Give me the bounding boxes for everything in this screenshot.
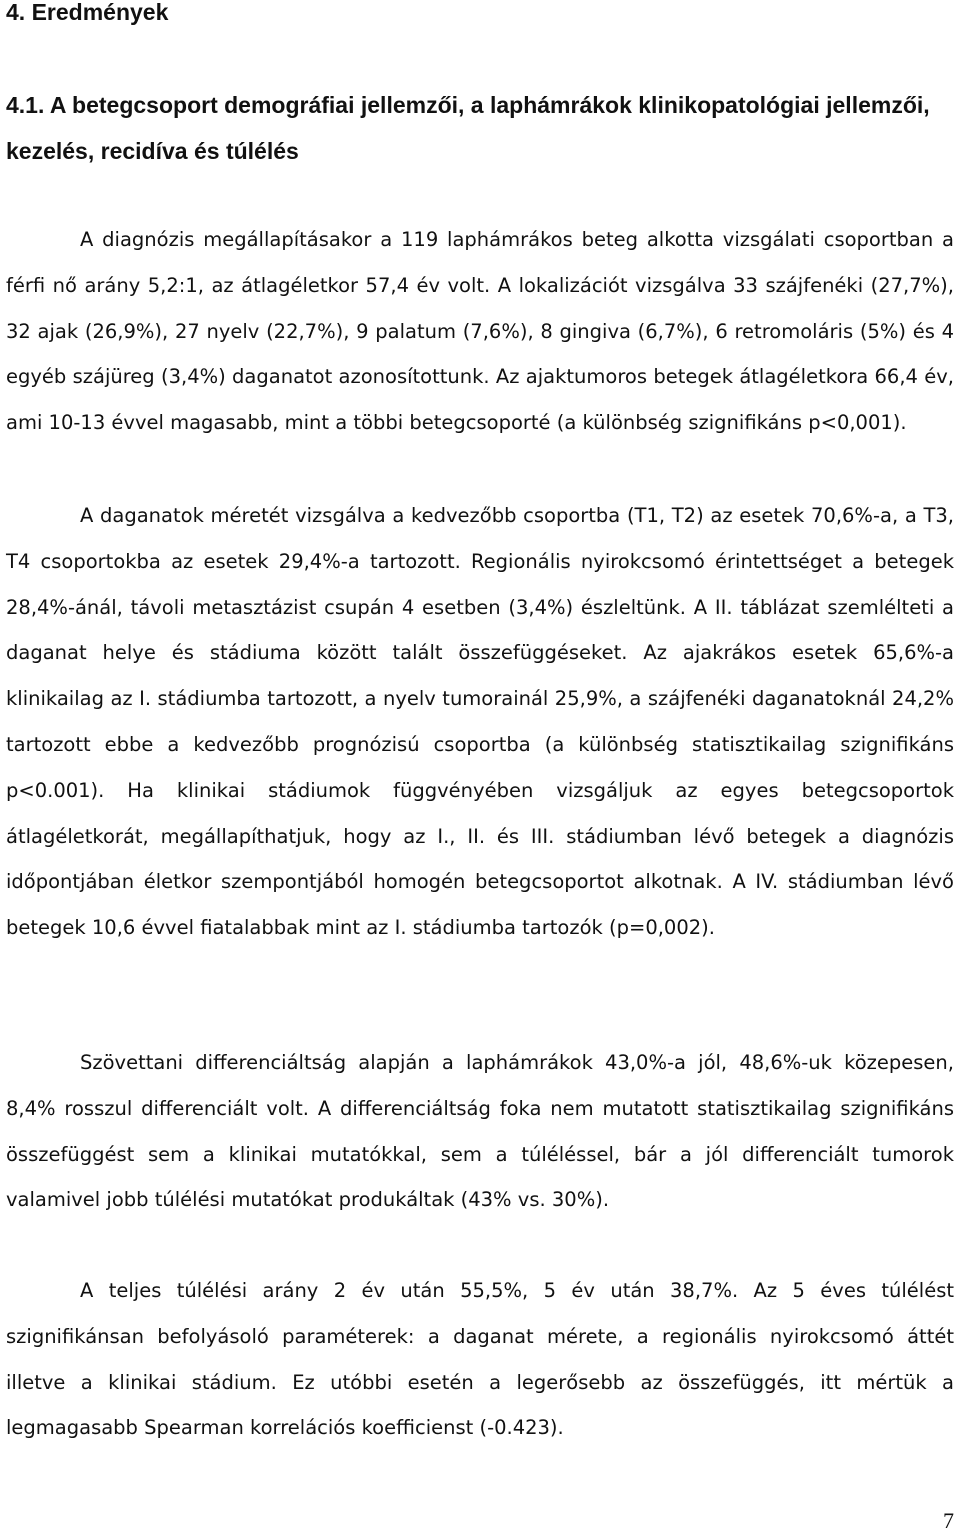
paragraph-survival: A teljes túlélési arány 2 év után 55,5%, 5 év után 38,7%. Az 5 éves túlélést szignifikánsan befolyásoló paraméterek: a daganat mérete, a regionális nyirokcsomó áttét illetve a klinikai stádium. Ez utóbbi esetén a legerősebb az összefüggés, itt mértük a legmagasabb Spearman korrelációs koefficienst (-0.423). <box>6 1279 954 1440</box>
paragraph-histology: Szövettani differenciáltság alapján a laphámrákok 43,0%-a jól, 48,6%-uk közepesen, 8,4% rosszul differenciált volt. A differenciáltság foka nem mutatott statisztikailag szignifikáns összefüggést sem a klinikai mutatókkal, sem a túléléssel, bár a jól differenciált tumorok valamivel jobb túlélési mutatókat produkáltak (43% vs. 30%). <box>6 1051 954 1212</box>
paragraph-demographics: A diagnózis megállapításakor a 119 laphámrákos beteg alkotta vizsgálati csoportban a férfi nő arány 5,2:1, az átlagéletkor 57,4 év volt. A lokalizációt vizsgálva 33 szájfenéki (27,7%), 32 ajak (26,9%), 27 nyelv (22,7%), 9 palatum (7,6%), 8 gingiva (6,7%), 6 retromoláris (5%) és 4 egyéb szájüreg (3,4%) daganatot azonosítottunk. Az ajaktumoros betegek átlagéletkora 66,4 év, ami 10-13 évvel magasabb, mint a többi betegcsoporté (a különbség szignifikáns p<0,001). <box>6 228 954 435</box>
chapter-title: 4. Eredmények <box>6 0 169 25</box>
paragraph-tumor-size-stage: A daganatok méretét vizsgálva a kedvezőbb csoportba (T1, T2) az esetek 70,6%-a, a T3, T4 csoportokba az esetek 29,4%-a tartozott. Regionális nyirokcsomó érintettséget a betegek 28,4%-ánál, távoli metasztázist csupán 4 esetben (3,4%) észleltünk. A II. táblázat szemlélteti a daganat helye és stádiuma között talált összefüggéseket. Az ajakrákos esetek 65,6%-a klinikailag az I. stádiumba tartozott, a nyelv tumorainál 25,9%, a szájfenéki daganatoknál 24,2% tartozott ebbe a kedvezőbb prognózisú csoportba (a különbség statisztikailag szignifikáns p<0.001). Ha klinikai stádiumok függvényében vizsgáljuk az egyes betegcsoportok átlagéletkorát, megállapíthatjuk, hogy az I., II. és III. stádiumban lévő betegek a diagnózis időpontjában életkor szempontjából homogén betegcsoportot alkotnak. A IV. stádiumban lévő betegek 10,6 évvel fiatalabbak mint az I. stádiumba tartozók (p=0,002). <box>6 504 954 940</box>
page-number: 7 <box>943 1508 954 1533</box>
section-title: 4.1. A betegcsoport demográfiai jellemzői, a laphámrákok klinikopatológiai jellemzői, kezelés, recidíva és túlélés <box>6 92 930 164</box>
